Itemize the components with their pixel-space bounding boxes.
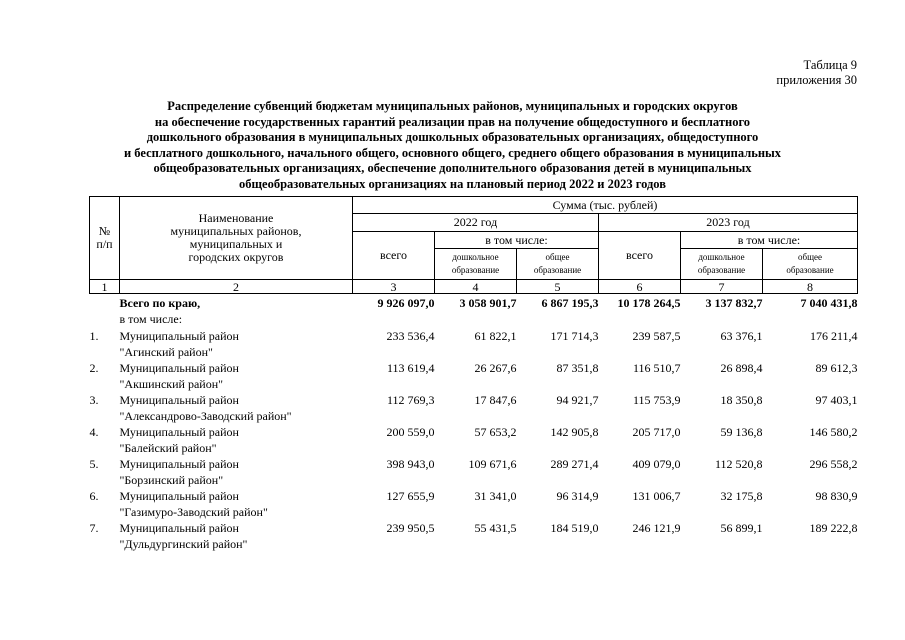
row-number: 7. — [89, 521, 99, 535]
row-name-type: Муниципальный район — [119, 393, 239, 407]
row-number: 5. — [89, 457, 99, 471]
row-name-title: "Борзинский район" — [119, 473, 224, 487]
column-number: 3 — [353, 280, 435, 294]
table-body — [90, 294, 858, 553]
row-value: 97 403,1 — [815, 393, 858, 407]
title-line: Распределение субвенций бюджетам муниципальных районов, муниципальных и городских округов — [167, 99, 738, 113]
row-number: 3. — [89, 393, 99, 407]
subvention-table — [89, 196, 858, 552]
row-name — [120, 328, 353, 360]
row-value: 289 271,4 — [550, 457, 599, 471]
row-value: 63 376,1 — [720, 329, 763, 343]
row-value: 109 671,6 — [468, 457, 517, 471]
row-value: 113 619,4 — [386, 361, 435, 375]
table-row — [90, 360, 858, 392]
row-value: 239 587,5 — [632, 329, 681, 343]
title-line: общеобразовательных организациях, обеспечение дополнительного образования детей в муниципальных — [153, 161, 752, 176]
row-value: 246 121,9 — [632, 521, 681, 535]
column-number: 4 — [435, 280, 517, 294]
row-value: 171 714,3 — [550, 329, 599, 343]
document-title — [60, 99, 845, 193]
row-value: 96 314,9 — [556, 489, 599, 503]
row-value: 32 175,8 — [720, 489, 763, 503]
column-number: 6 — [599, 280, 681, 294]
row-value: 239 950,5 — [386, 521, 435, 535]
total-value: 10 178 264,5 — [617, 296, 681, 310]
title-line: общеобразовательных организациях на плановый период 2022 и 2023 годов — [239, 176, 666, 191]
column-number: 7 — [681, 280, 763, 294]
row-number: 2. — [89, 361, 99, 375]
row-value: 94 921,7 — [556, 393, 599, 407]
row-name-title: "Агинский район" — [119, 345, 213, 359]
row-value: 17 847,6 — [474, 393, 517, 407]
row-value: 296 558,2 — [809, 457, 858, 471]
header-preschool-2022: дошкольное образование — [435, 249, 517, 280]
row-name — [120, 520, 353, 552]
total-value: 3 137 832,7 — [705, 296, 763, 310]
row-name — [120, 456, 353, 488]
header-preschool-2023: дошкольное образование — [681, 249, 763, 280]
row-value: 131 006,7 — [632, 489, 681, 503]
header-total-2023: всего — [599, 232, 681, 280]
title-line: дошкольного образования в муниципальных дошкольных образовательных организациях, общедоступного — [146, 130, 759, 145]
row-value: 26 898,4 — [720, 361, 763, 375]
row-value: 233 536,4 — [386, 329, 435, 343]
column-number: 8 — [763, 280, 858, 294]
column-numbers-row — [90, 280, 858, 294]
header-total-2022: всего — [353, 232, 435, 280]
header-general-2022: общее образование — [517, 249, 599, 280]
row-value: 18 350,8 — [720, 393, 763, 407]
row-name — [120, 488, 353, 520]
total-value: 3 058 901,7 — [459, 296, 517, 310]
table-row — [90, 328, 858, 360]
table-row — [90, 520, 858, 552]
row-name-title: "Газимуро-Заводский район" — [119, 505, 268, 519]
row-name-type: Муниципальный район — [119, 521, 239, 535]
header-year-2023: 2023 год — [599, 214, 858, 232]
row-name-title: "Балейский район" — [119, 441, 217, 455]
column-number: 2 — [120, 280, 353, 294]
row-name — [120, 392, 353, 424]
row-name-type: Муниципальный район — [119, 361, 239, 375]
title-line: на обеспечение государственных гарантий реализации прав на получение общедоступного и бесплатного — [154, 114, 751, 129]
header-general-2023: общее образование — [763, 249, 858, 280]
row-value: 26 267,6 — [474, 361, 517, 375]
header-incl-2022: в том числе: — [435, 232, 599, 249]
row-name-type: Муниципальный район — [119, 489, 239, 503]
total-label: Всего по краю, — [119, 296, 201, 310]
row-name-title: "Акшинский район" — [119, 377, 224, 391]
row-value: 127 655,9 — [386, 489, 435, 503]
header-sum: Сумма (тыс. рублей) — [353, 197, 858, 214]
row-name-type: Муниципальный район — [119, 425, 239, 439]
subtotal-label-row — [90, 311, 858, 328]
row-name-title: "Александрово-Заводский район" — [119, 409, 292, 423]
row-value: 146 580,2 — [809, 425, 858, 439]
table-row — [90, 488, 858, 520]
row-number: 4. — [89, 425, 99, 439]
table-number: Таблица 9 — [803, 58, 857, 72]
row-value: 112 520,8 — [714, 457, 763, 471]
header-incl-2023: в том числе: — [681, 232, 858, 249]
appendix-number: приложения 30 — [776, 73, 857, 87]
total-value: 6 867 195,3 — [541, 296, 599, 310]
header-year-2022: 2022 год — [353, 214, 599, 232]
row-value: 115 753,9 — [632, 393, 681, 407]
row-name-type: Муниципальный район — [119, 457, 239, 471]
row-value: 98 830,9 — [815, 489, 858, 503]
row-number: 1. — [89, 329, 99, 343]
total-row — [90, 294, 858, 312]
row-number: 6. — [89, 489, 99, 503]
column-number: 1 — [90, 280, 120, 294]
including-label: в том числе: — [119, 312, 183, 326]
table-reference — [776, 58, 857, 88]
row-value: 31 341,0 — [474, 489, 517, 503]
row-value: 398 943,0 — [386, 457, 435, 471]
row-name — [120, 424, 353, 456]
row-name-type: Муниципальный район — [119, 329, 239, 343]
total-value: 7 040 431,8 — [800, 296, 858, 310]
row-value: 59 136,8 — [720, 425, 763, 439]
row-name-title: "Дульдургинский район" — [119, 537, 248, 551]
row-value: 205 717,0 — [632, 425, 681, 439]
title-line: и бесплатного дошкольного, начального общего, основного общего, среднего общего образования в муниципальных — [123, 145, 782, 160]
total-value: 9 926 097,0 — [377, 296, 435, 310]
row-value: 112 769,3 — [386, 393, 435, 407]
table-row — [90, 392, 858, 424]
row-value: 55 431,5 — [474, 521, 517, 535]
row-value: 176 211,4 — [809, 329, 858, 343]
row-value: 409 079,0 — [632, 457, 681, 471]
column-number: 5 — [517, 280, 599, 294]
header-name: Наименование муниципальных районов, муниципальных и городских округов — [120, 197, 353, 280]
row-value: 142 905,8 — [550, 425, 599, 439]
row-value: 56 899,1 — [720, 521, 763, 535]
row-value: 89 612,3 — [815, 361, 858, 375]
table-row — [90, 456, 858, 488]
row-value: 87 351,8 — [556, 361, 599, 375]
row-value: 184 519,0 — [550, 521, 599, 535]
table-header — [90, 197, 858, 294]
row-value: 116 510,7 — [632, 361, 681, 375]
row-value: 200 559,0 — [386, 425, 435, 439]
row-value: 61 822,1 — [474, 329, 517, 343]
header-number: № п/п — [90, 197, 120, 280]
row-value: 189 222,8 — [809, 521, 858, 535]
row-name — [120, 360, 353, 392]
row-value: 57 653,2 — [474, 425, 517, 439]
table-row — [90, 424, 858, 456]
